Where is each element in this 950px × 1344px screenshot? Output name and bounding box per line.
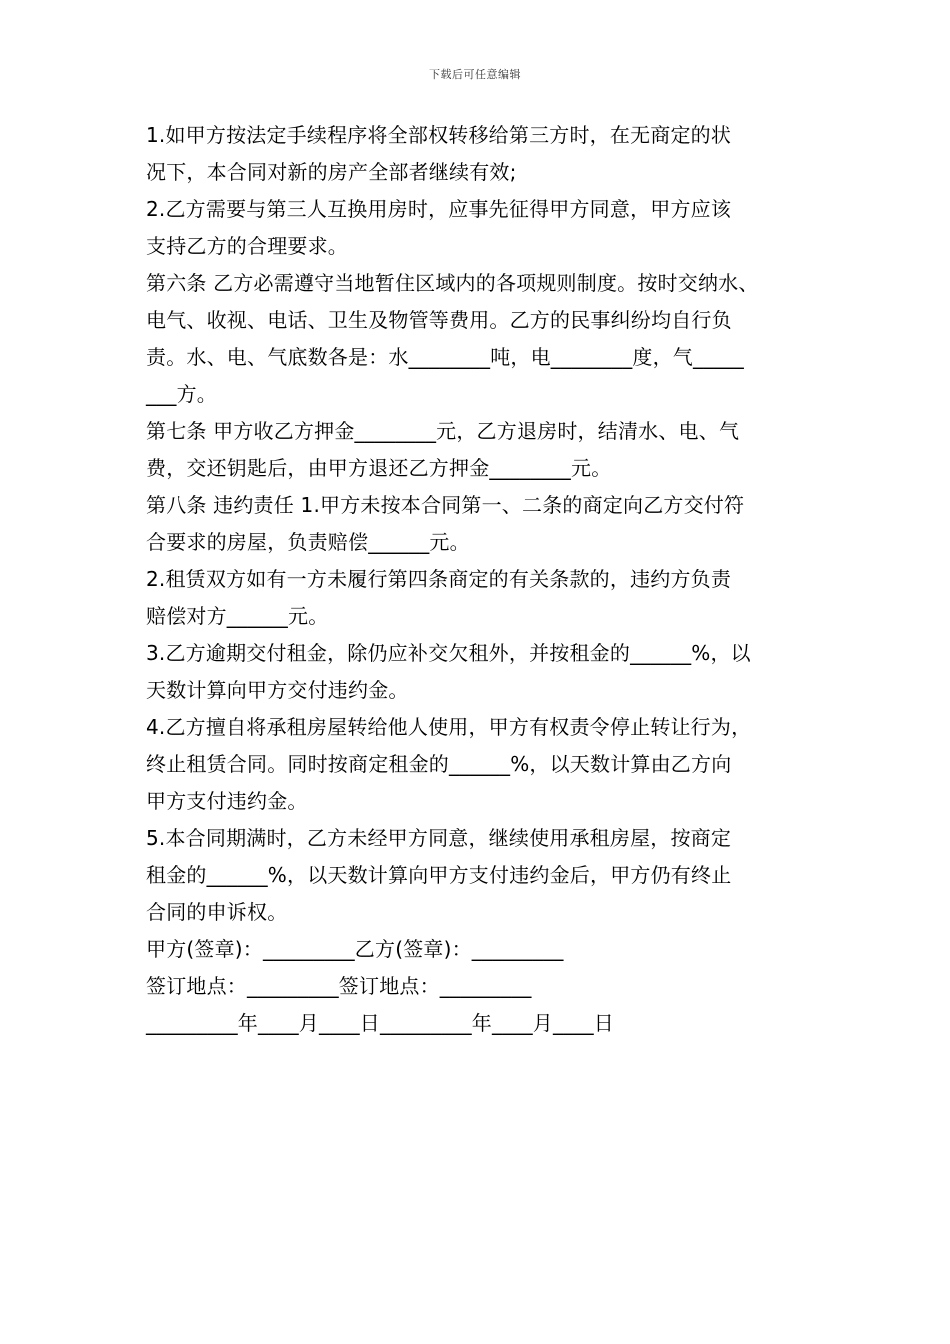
text-line: 合同的申诉权。 — [146, 900, 288, 924]
page-header: 下载后可任意编辑 — [429, 68, 521, 81]
text-line: 甲方支付违约金。 — [146, 789, 308, 813]
text-line: 第六条 乙方必需遵守当地暂住区域内的各项规则制度。按时交纳水、 — [146, 271, 759, 295]
text-line: 况下，本合同对新的房产全部者继续有效; — [146, 160, 517, 184]
signing-place-line: 签订地点：_________签订地点：_________ — [146, 974, 532, 998]
text-line: 赔偿对方______元。 — [146, 604, 329, 628]
text-line: 1.如甲方按法定手续程序将全部权转移给第三方时，在无商定的状 — [146, 123, 732, 147]
text-line: 4.乙方擅自将承租房屋转给他人使用，甲方有权责令停止转让行为， — [146, 715, 752, 739]
text-line: 终止租赁合同。同时按商定租金的______%，以天数计算由乙方向 — [146, 752, 732, 776]
text-line: 天数计算向甲方交付违约金。 — [146, 678, 409, 702]
text-line: 第七条 甲方收乙方押金________元，乙方退房时，结清水、电、气 — [146, 419, 740, 443]
document-body — [146, 117, 836, 1042]
text-line: 电气、收视、电话、卫生及物管等费用。乙方的民事纠纷均自行负 — [146, 308, 732, 332]
text-line: 3.乙方逾期交付租金，除仍应补交欠租外，并按租金的______%，以 — [146, 641, 751, 665]
text-line: ___方。 — [146, 382, 217, 406]
text-line: 费，交还钥匙后，由甲方退还乙方押金________元。 — [146, 456, 612, 480]
text-line: 第八条 违约责任 1.甲方未按本合同第一、二条的商定向乙方交付符 — [146, 493, 745, 517]
signature-line: 甲方(签章)：_________乙方(签章)：_________ — [146, 937, 564, 961]
text-line: 2.乙方需要与第三人互换用房时，应事先征得甲方同意，甲方应该 — [146, 197, 732, 221]
date-line: _________年____月____日_________年____月____日 — [146, 1011, 614, 1035]
text-line: 2.租赁双方如有一方未履行第四条商定的有关条款的，违约方负责 — [146, 567, 732, 591]
text-line: 5.本合同期满时，乙方未经甲方同意，继续使用承租房屋，按商定 — [146, 826, 732, 850]
text-line: 责。水、电、气底数各是：水________吨，电________度，气_____ — [146, 345, 744, 369]
text-line: 合要求的房屋，负责赔偿______元。 — [146, 530, 470, 554]
text-line: 支持乙方的合理要求。 — [146, 234, 348, 258]
text-line: 租金的______%，以天数计算向甲方支付违约金后，甲方仍有终止 — [146, 863, 732, 887]
